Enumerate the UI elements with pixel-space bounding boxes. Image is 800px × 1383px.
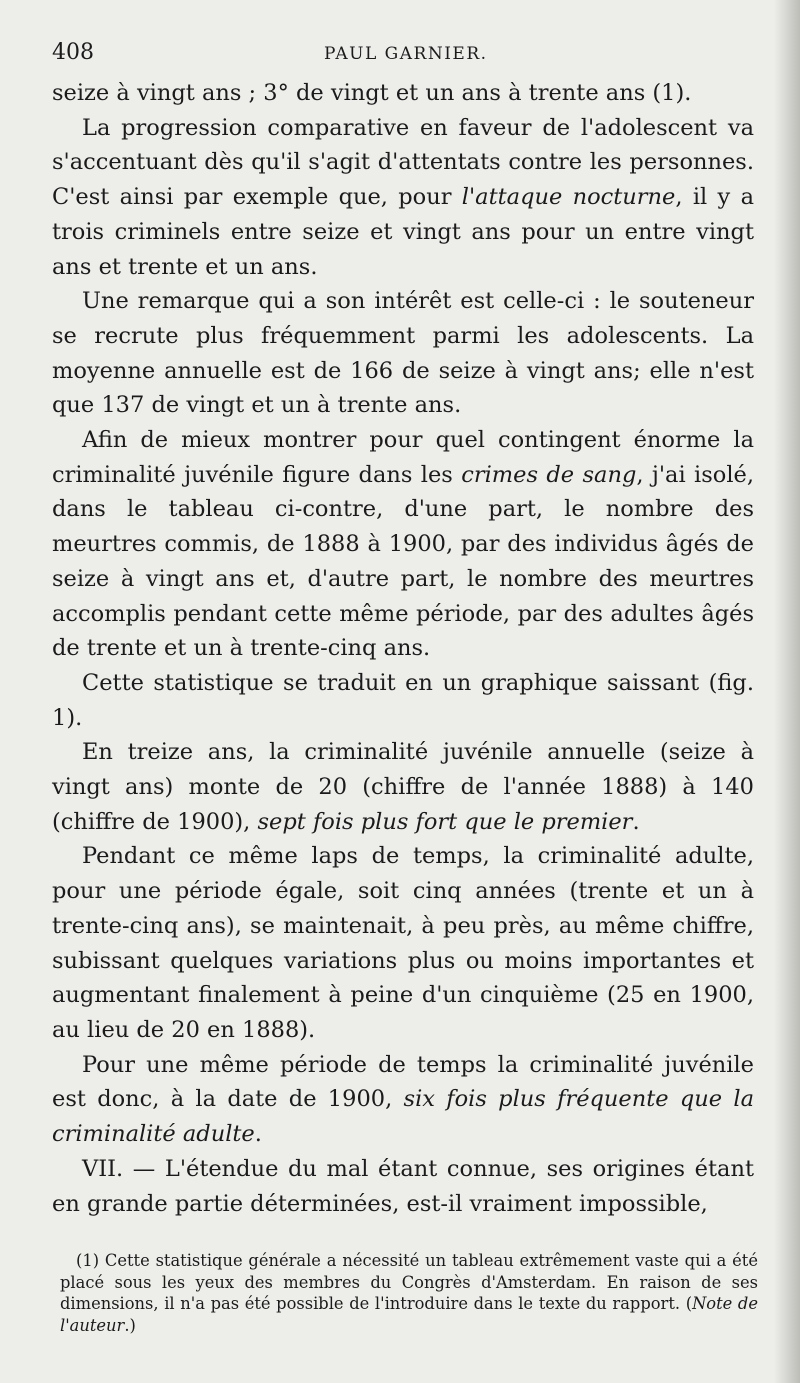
paragraph-treize-ans [52,735,754,839]
paragraph-text: Cette statistique se traduit en un graphique saissant (fig. 1). [52,669,754,731]
paragraph-souteneur [52,284,754,423]
paragraph-text: , j'ai isolé, dans le tableau ci-contre, d'une part, le nombre des meurtres commis, de 1888 à 1900, par des individus âgés de seize à vingt ans et, d'autre part, le nombre des meurtres accomplis pendant cette même période, par des adultes âgés de trente et un à trente-cinq ans. [52,461,754,662]
footnote-body: .) [124,1315,136,1335]
paragraph-text: Pour une même période de temps la criminalité juvénile est donc, à la date de 1900, [52,1051,754,1113]
emphasis-text: l'attaque nocturne [461,184,676,211]
paragraph-criminalite-adulte [52,839,754,1047]
paragraph-text: , il y a trois criminels entre seize et vingt ans pour un entre vingt ans et trente et un ans. [52,184,754,280]
paragraph-text: La progression comparative en faveur de l'adolescent va s'accentuant dès qu'il s'agit d'attentats contre les personnes. [52,114,754,176]
footnote [60,1250,758,1336]
book-page [52,40,754,1221]
footnote-emphasis: Note de l'auteur [60,1294,758,1335]
body-text [52,76,754,1221]
page-number: 408 [52,40,94,65]
paragraph-progression [52,111,754,285]
paragraph-text: C'est ainsi par exemple que, pour [52,184,462,211]
footnote-text [60,1250,758,1336]
footnote-body: (1) Cette statistique générale a nécessité un tableau extrêmement vaste qui a été placé sous les yeux des membres du Congrès d'Amsterdam. En raison de ses dimensions, il n'a pas été possible de l'introduire dans le texte du rapport. ( [60,1251,758,1313]
paragraph-text: Afin de mieux montrer pour quel contingent énorme la criminalité juvénile figure dans les [52,427,754,488]
paragraph-graphique [52,666,754,735]
paragraph-text: Une remarque qui a son intérêt est celle-ci : le souteneur se recrute plus fréquemment parmi les adolescents. La moyenne annuelle est de 166 de seize à vingt ans; elle n'est que 137 de vingt et un à trente ans. [52,288,754,419]
paragraph-text: seize à vingt ans ; 3° de vingt et un ans à trente ans (1). [52,80,692,106]
emphasis-text: crimes de sang [461,461,637,488]
paragraph-text: . [632,808,640,835]
paragraph-section-vii [52,1152,754,1221]
page-header [52,40,754,76]
page-edge-shadow [774,0,800,1383]
paragraph-text: . [254,1121,262,1148]
paragraph-continuation [52,76,754,111]
emphasis-text: sept fois plus fort que le premier [257,808,633,835]
paragraph-text: En treize ans, la criminalité juvénile annuelle (seize à vingt ans) monte de 20 (chiffre de l'année 1888) à 140 (chiffre de 1900), [52,739,754,835]
paragraph-crimes-de-sang [52,423,754,666]
paragraph-conclusion [52,1048,754,1152]
running-head: PAUL GARNIER. [324,44,488,64]
emphasis-text: six fois plus fréquente que la criminalité adulte [52,1086,754,1148]
paragraph-text: Pendant ce même laps de temps, la criminalité adulte, pour une période égale, soit cinq années (trente et un à trente-cinq ans), se maintenait, à peu près, au même chiffre, subissant quelques variations plus ou moins importantes et augmentant finalement à peine d'un cinquième (25 en 1900, au lieu de 20 en 1888). [52,843,754,1043]
paragraph-text: VII. — L'étendue du mal étant connue, ses origines étant en grande partie déterminées, est-il vraiment impossible, [52,1155,754,1217]
